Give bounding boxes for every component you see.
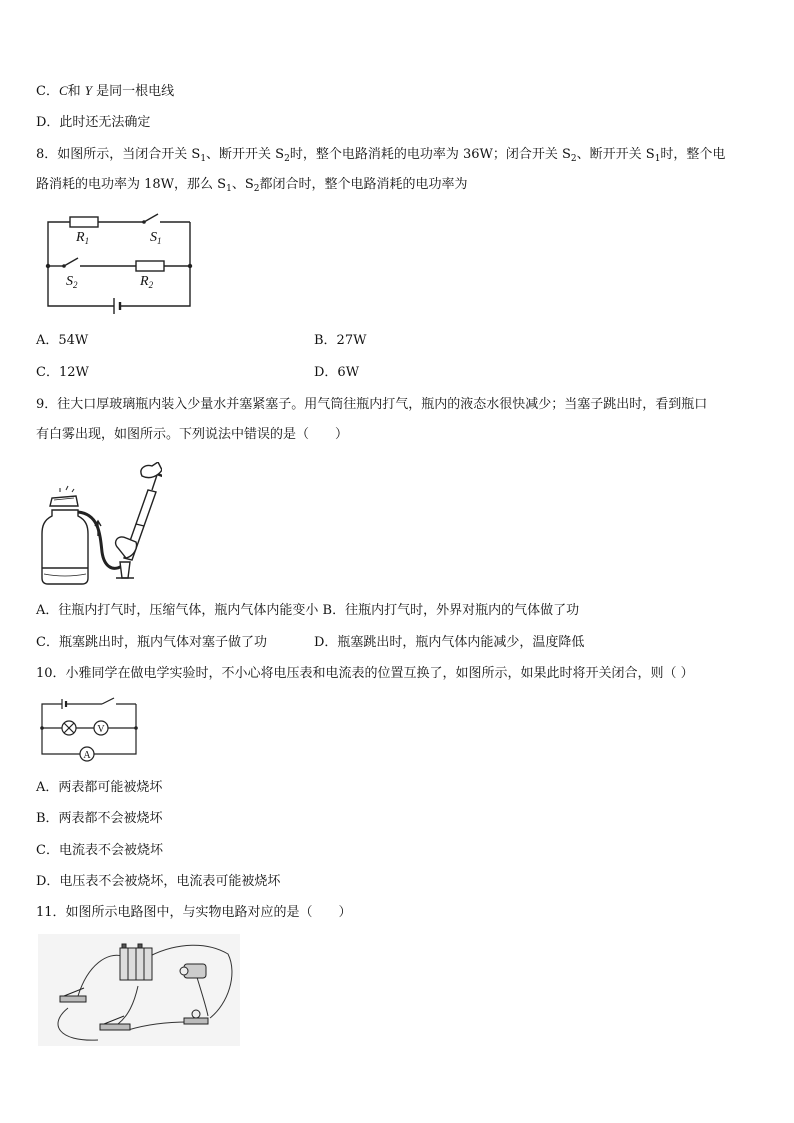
voltmeter-label: V [97, 724, 105, 735]
q8-option-a: A．54W [36, 333, 89, 348]
r1-label: $R_1$ [76, 230, 90, 246]
q10-option-d: D．电压表不会被烧坏，电流表可能被烧坏 [36, 874, 281, 889]
q9-stem-line1: 9．往大口厚玻璃瓶内装入少量水并塞紧塞子。用气筒往瓶内打气，瓶内的液态水很快减少；当塞子跳出时，看到瓶口 [36, 397, 708, 412]
q9-option-d: D．瓶塞跳出时，瓶内气体内能减少，温度降低 [314, 635, 585, 650]
q8-option-d: D．6W [314, 365, 360, 380]
s2-label: $S_2$ [66, 274, 78, 290]
q8-option-c: C．12W [36, 365, 89, 380]
q7-option-d: D．此时还无法确定 [36, 115, 151, 130]
s1-label: $S_1$ [150, 230, 162, 246]
r2-label: $R_2$ [140, 274, 154, 290]
q9-option-ab: A．往瓶内打气时，压缩气体，瓶内气体内能变小 B．往瓶内打气时，外界对瓶内的气体做了功 [36, 603, 580, 618]
q9-option-c: C．瓶塞跳出时，瓶内气体对塞子做了功 [36, 635, 267, 650]
q11-physical-circuit-photo [38, 934, 240, 1046]
q10-stem: 10．小雅同学在做电学实验时，不小心将电压表和电流表的位置互换了，如图所示，如果此时将开关闭合，则（ ） [36, 666, 694, 681]
q10-option-b: B．两表都不会被烧坏 [36, 811, 163, 826]
q11-stem: 11．如图所示电路图中，与实物电路对应的是（ ） [36, 905, 352, 920]
ammeter-label: A [83, 750, 91, 761]
q10-option-c: C．电流表不会被烧坏 [36, 843, 163, 858]
q10-circuit-diagram [38, 696, 142, 766]
q9-stem-line2: 有白雾出现，如图所示。下列说法中错误的是（ ） [36, 427, 349, 442]
q8-option-b: B．27W [314, 333, 367, 348]
q10-option-a: A．两表都可能被烧坏 [36, 780, 163, 795]
q8-stem-line1: 8．如图所示，当闭合开关 $S_1$、断开开关 $S_2$时，整个电路消耗的电功率为 36W；闭合开关 $S_2$、断开开关 $S_1$时，整个电 [36, 147, 726, 164]
q7-option-c: C．C和 Y 是同一根电线 [36, 83, 175, 99]
q8-circuit-diagram [40, 208, 200, 318]
q9-bottle-pump-figure [38, 462, 162, 586]
q8-stem-line2: 路消耗的电功率为 18W，那么 $S_1$、$S_2$都闭合时，整个电路消耗的电功率为 [36, 177, 468, 194]
